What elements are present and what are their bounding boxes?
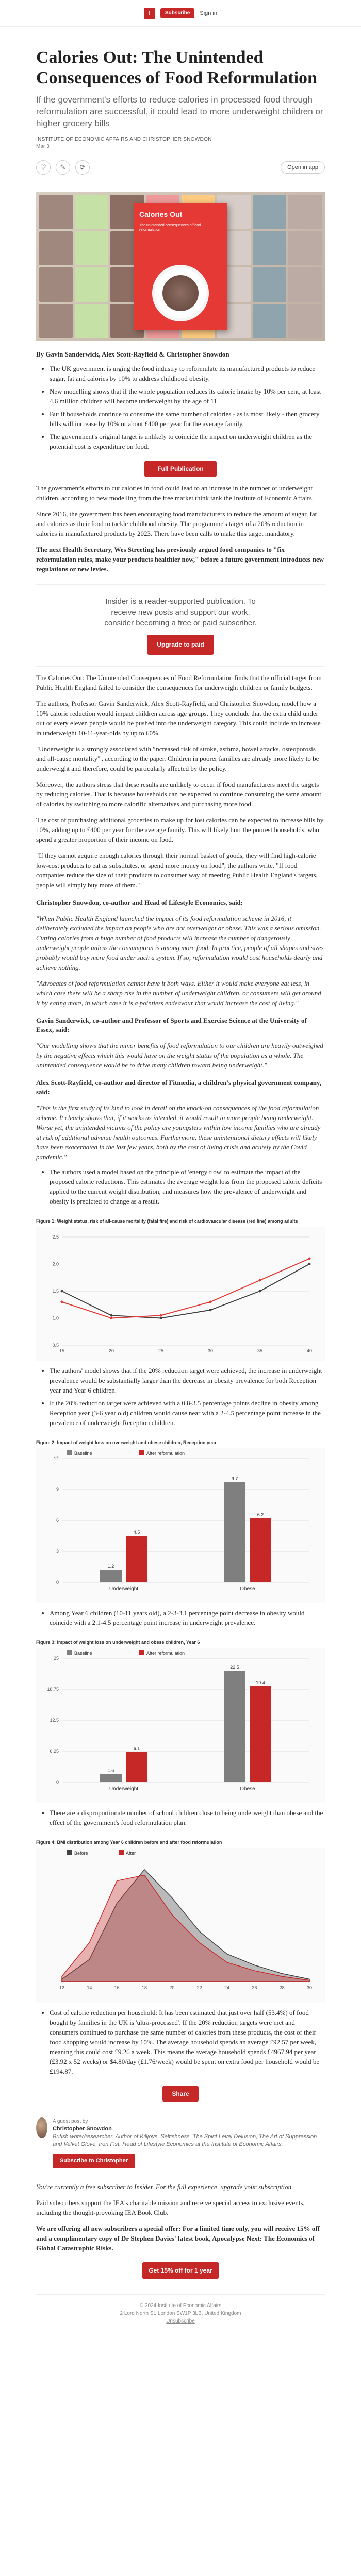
bar <box>100 1774 122 1782</box>
x-tick-label: 20 <box>169 1985 175 1990</box>
quote: "Our modelling shows that the minor benefits of food reformulation to our children are heavily outweighed by the negative effects which this would have on the weight status of the population as a whole. The unintended consequence would be to drive many children toward being underweight." <box>36 1042 323 1069</box>
x-tick-label: 12 <box>59 1985 65 1990</box>
data-point <box>110 1314 113 1317</box>
paragraph: Moreover, the authors stress that these results are unlikely to occur if food manufacturers meet the targets by reducing calories. That is because households can be expected to continue consuming the same amount of calories by switching to more calorific alternatives and purchasing more food. <box>36 781 321 808</box>
x-tick-label: Underweight <box>109 1786 139 1792</box>
bar <box>126 1536 147 1582</box>
data-point <box>308 1263 311 1265</box>
guest-label: A guest post by <box>52 2119 88 2124</box>
share-button[interactable]: Share <box>162 2086 199 2102</box>
sign-in-link[interactable]: Sign in <box>200 10 217 16</box>
data-point <box>61 1301 63 1303</box>
article-authors[interactable]: INSTITUTE OF ECONOMIC AFFAIRS AND CHRISTOPHER SNOWDON <box>36 137 212 142</box>
legend-swatch <box>139 1650 144 1655</box>
quote-attribution: Gavin Sanderwick, co-author and Professor of Sports and Exercise Science at the University of Essex, said: <box>36 1016 307 1033</box>
open-in-app-button[interactable]: Open in app <box>281 161 325 174</box>
bar <box>224 1482 245 1582</box>
copyright: © 2024 Institute of Economic Affairs <box>139 2303 222 2309</box>
key-point: • The UK government is urging the food industry to reformulate its manufactured products to reduce sugar, fat and calories by 10% to address childhood obesity. <box>50 364 325 383</box>
bar <box>126 1752 147 1782</box>
legend-label: After reformulation <box>146 1451 185 1456</box>
paragraph: We are offering all new subscribers a special offer: For a limited time only, you will receive 15% off and a complimentary copy of Dr Stephen Davies' latest book, Apocalypse Next: The Economics of Global Catastrophic Risks. <box>36 2225 320 2252</box>
data-point <box>160 1317 162 1319</box>
notes-list <box>36 1167 325 1206</box>
article-date: Mar 3 <box>36 144 50 149</box>
y-tick-label: 0 <box>56 1780 59 1785</box>
paragraph: The next Health Secretary, Wes Streeting has previously argued food companies to "fix reformulation rules, make your products healthier now," before a future government introduces new regulations or new levies. <box>36 546 324 573</box>
x-tick-label: Obese <box>240 1586 255 1592</box>
data-point <box>259 1290 261 1293</box>
y-tick-label: 2.5 <box>52 1234 59 1240</box>
data-label: 6.1 <box>133 1745 140 1751</box>
y-tick-label: 1.0 <box>52 1315 59 1321</box>
x-tick-label: Obese <box>240 1786 255 1792</box>
x-tick-label: 24 <box>224 1985 230 1990</box>
legend-swatch <box>67 1850 72 1855</box>
x-tick-label: 26 <box>252 1985 257 1990</box>
legend-swatch <box>67 1650 72 1655</box>
paragraph: "If they cannot acquire enough calories through their normal basket of goods, they will find high-calorie low-cost products to eat as substitutes, or spend more money on food", the authors write. "If food companies reduce the size of their products to consumer way of meeting Public Health England's targets, people will simply buy more of them." <box>36 852 318 889</box>
book-cover <box>134 203 227 330</box>
legend-label: After reformulation <box>146 1651 185 1656</box>
y-tick-label: 18.75 <box>47 1687 59 1692</box>
x-tick-label: 28 <box>279 1985 285 1990</box>
subscribe-author-button[interactable]: Subscribe to Christopher <box>53 2154 135 2168</box>
legend-swatch <box>67 1450 72 1455</box>
x-tick-label: 16 <box>114 1985 120 1990</box>
figure-3-title: Figure 3: Impact of weight loss on underweight and obese children, Year 6 <box>36 1640 200 1645</box>
data-label: 4.5 <box>133 1530 140 1535</box>
paragraph: Paid subscribers support the IEA's charitable mission and receive special access to exclusive events, including the thought-provoking IEA Book Club. <box>36 2199 305 2216</box>
heart-icon[interactable]: ♡ <box>36 160 51 175</box>
subscribe-box-text: Insider is a reader-supported publication. To receive new posts and support our work, consider becoming a free or paid subscriber. <box>104 597 257 628</box>
data-label: 22.5 <box>230 1665 239 1670</box>
x-tick-label: 25 <box>158 1348 164 1353</box>
paragraph: The cost of purchasing additional groceries to make up for lost calories can be expected to increase bills by 10%, adding up to £400 per year for the average family. This will likely hurt the poorest households, who spend a greater proportion of their income on food. <box>36 816 324 843</box>
x-tick-label: 20 <box>108 1348 114 1353</box>
subscribe-button[interactable]: Subscribe <box>160 8 194 18</box>
data-point <box>209 1309 212 1311</box>
figure-4-title: Figure 4: BMI distribution among Year 6 children before and after food reformulation <box>36 1840 222 1845</box>
note: • Cost of calorie reduction per household: It has been estimated that just over half (53.4%) of food bought by families in the UK is 'ultra-processed'. If the 20% reduction targets were met and consumers continued to purchase the same number of calories from these products, the cost of their food shopping would increase by 10%. The average household spends an average £92.57 per week, meaning this could cost £9.26 a week. This means the average household spends £4967.94 per year (£3.92 x 52 weeks) or $4.80/day (£1.76/week) would be spent on extra food per household would be £194.87. <box>50 2008 325 2076</box>
paragraph: The Calories Out: The Unintended Consequences of Food Reformulation finds that the official target from Public Health England failed to consider the consequences for underweight children or family budgets. <box>36 674 322 691</box>
data-point <box>61 1290 63 1293</box>
full-publication-button[interactable]: Full Publication <box>144 461 217 477</box>
quote: "This is the first study of its kind to look in detail on the knock-on consequences of the food reformulation scheme. It clearly shows that, if it works as intended, it would result in more people being underweight. Worse yet, the unintended victims of the policy are youngsters within low income families who are already at risk of additional adverse health outcomes. Furthermore, these unintentional dietary effects will likely have been exacerbated in the last few years, both by the cost of living crisis and acutely by the Covid pandemic." <box>36 1104 321 1161</box>
data-point <box>110 1317 113 1319</box>
address: 2 Lord North St, London SW1P 3LB, United Kingdom <box>120 2311 241 2316</box>
comment-icon[interactable]: ✎ <box>56 160 70 175</box>
y-tick-label: 1.5 <box>52 1289 59 1294</box>
quote-attribution: Christopher Snowdon, co-author and Head of Lifestyle Economics, said: <box>36 899 243 906</box>
notes-list <box>36 1366 325 1428</box>
legend-swatch <box>139 1450 144 1455</box>
legend-swatch <box>119 1850 124 1855</box>
figure-1 <box>36 1227 325 1361</box>
action-bar <box>36 156 325 179</box>
y-tick-label: 9 <box>56 1487 59 1492</box>
restack-icon[interactable]: ⟳ <box>75 160 90 175</box>
legend-label: Baseline <box>74 1651 92 1656</box>
note: • There are a disproportionate number of school children close to being underweight than obese and the effect of the government's food reformulation plan. <box>50 1808 325 1827</box>
bar <box>100 1570 122 1582</box>
quote-attribution: Alex Scott-Rayfield, co-author and director of Fitmedia, a children's physical government company, said: <box>36 1079 321 1096</box>
note: • Among Year 6 children (10-11 years old), a 2-3-3.1 percentage point decrease in obesity would coincide with a 2.1-4.5 percentage point increase in underweight prevalence. <box>50 1608 325 1628</box>
data-point <box>259 1279 261 1282</box>
key-points <box>36 364 325 451</box>
guest-bio: British writer/researcher. Author of Killjoys, Selfishness, The Spirit Level Delusion, The Art of Suppression and Velvet Glove, Iron Fist. Head of Lifestyle Economics at the Institute of Economic Affairs. <box>52 2133 317 2147</box>
note: • The authors' model shows that if the 20% reduction target were achieved, the increase in underweight prevalence would be substantially larger than the decrease in obesity prevalence for both Reception year and Year 6 children. <box>50 1366 325 1395</box>
y-tick-label: 6.25 <box>50 1749 59 1754</box>
key-point: • The government's original target is unlikely to coincide the impact on underweight children as the potential cost is expenditure on food. <box>50 432 325 451</box>
legend-label: Before <box>74 1851 88 1856</box>
chart-background <box>36 1227 325 1361</box>
figure-4-chart <box>36 1848 325 2003</box>
y-tick-label: 0.5 <box>52 1343 59 1348</box>
notes-list <box>36 1608 325 1628</box>
subscribe-box <box>36 584 325 667</box>
article-title: Calories Out: The Unintended Consequences of Food Reformulation <box>36 48 317 88</box>
paragraph: "Underweight is a strongly associated with 'increased risk of stroke, asthma, bowel attacks, osteoporosis and all-cause mortality'", according to the paper. Children in poorer families are already more likely to be underweight and therefore, could be particularly affected by the policy. <box>36 745 319 772</box>
note: • The authors used a model based on the principle of 'energy flow' to estimate the impact of the proposed calorie reductions. This estimates the average weight loss from the proposed calorie deficits applied to the current weight distribution, and measures how the prevalence of underweight and obesity is predicted to change as a result. <box>50 1167 325 1206</box>
bar <box>250 1518 271 1582</box>
byline: By Gavin Sanderwick, Alex Scott-Rayfield & Christopher Snowdon <box>36 350 229 358</box>
data-label: 9.7 <box>231 1476 238 1481</box>
data-label: 1.6 <box>107 1768 114 1773</box>
data-label: 1.2 <box>107 1564 114 1569</box>
x-tick-label: 30 <box>207 1348 214 1353</box>
y-tick-label: 2.0 <box>52 1261 59 1267</box>
x-tick-label: 15 <box>59 1348 65 1353</box>
key-point: • But if households continue to consume the same number of calories - as is most likely - then grocery bills will increase by 10% or about £400 per year for the average family. <box>50 409 325 429</box>
x-tick-label: 30 <box>306 1985 313 1990</box>
paragraph: You're currently a free subscriber to Insider. For the full experience, upgrade your subscription. <box>36 2183 293 2191</box>
x-tick-label: 40 <box>306 1348 313 1353</box>
publication-logo[interactable]: I <box>144 8 155 19</box>
guest-name[interactable]: Christopher Snowdon <box>52 2126 112 2132</box>
top-bar <box>0 0 361 27</box>
figure-4 <box>36 1848 325 2003</box>
chart-background <box>36 1448 325 1603</box>
paragraph: The government's efforts to cut calories in food could lead to an increase in the number of underweight children, according to new modelling from the free market think tank the Institute of Economic Affairs. <box>36 484 314 502</box>
paragraph: Since 2016, the government has been encouraging food manufacturers to reduce the amount of sugar, fat and calories as their food to tackle childhood obesity. The programme's target of a 20% reduction in calories in manufactured products by 2023. There have been calls to make this target mandatory. <box>36 510 317 537</box>
x-tick-label: 18 <box>141 1985 147 1990</box>
chart-background <box>36 1648 325 1803</box>
x-tick-label: 14 <box>87 1985 92 1990</box>
unsubscribe-link[interactable]: Unsubscribe <box>166 2318 195 2324</box>
figure-2 <box>36 1448 325 1603</box>
quote: "When Public Health England launched the impact of its food reformulation scheme in 2016, it deliberately excluded the impact on people who are not overweight or obese. This was a serious omission. Cutting calories from a huge number of food products will increase the number of dangerously underweight people unless the consumption is among more food. In practice, people of all shapes and sizes probably would buy more food under such a system. If so, reformulation would cost households dearly and achieve nothing. <box>36 914 324 971</box>
figure-3 <box>36 1648 325 1803</box>
figure-2-chart <box>36 1448 325 1603</box>
data-label: 19.4 <box>256 1680 265 1685</box>
avatar[interactable] <box>36 2117 47 2138</box>
quote: "Advocates of food reformulation cannot have it both ways. Either it would make everyone eat less, in which case there will be a sharp rise in the number of underweight children, or consumers will get around it by eating more, in which case it is a pointless endeavour that would increase the cost of living." <box>36 979 321 1007</box>
x-tick-label: 35 <box>257 1348 263 1353</box>
x-tick-label: Underweight <box>109 1586 139 1592</box>
y-tick-label: 12 <box>53 1456 59 1461</box>
paragraph: The authors, Professor Gavin Sanderwick, Alex Scott-Rayfield, and Christopher Snowdon, model how a 10% calorie reduction would impact children across age groups. They conclude that the extra child under out of every eleven people would be pushed into the underweight category. This could include an increase in underweight 10-11-year-olds by up to 60%. <box>36 700 321 737</box>
book-subtitle: The unintended consequences of food reformulation <box>139 224 201 232</box>
data-point <box>308 1258 311 1260</box>
bar <box>250 1686 271 1782</box>
figure-3-chart <box>36 1648 325 1803</box>
figure-2-title: Figure 2: Impact of weight loss on overweight and obese children, Reception year <box>36 1440 217 1445</box>
y-tick-label: 0 <box>56 1580 59 1585</box>
figure-1-chart <box>36 1227 325 1361</box>
figure-1-title: Figure 1: Weight status, risk of all-cause mortality (fatal fire) and risk of cardiovascular disease (red line) among adults <box>36 1218 298 1224</box>
offer-button[interactable]: Get 15% off for 1 year <box>142 2262 219 2279</box>
data-point <box>160 1314 162 1317</box>
notes-list <box>36 1808 325 1827</box>
y-tick-label: 25 <box>53 1656 59 1661</box>
upgrade-button[interactable]: Upgrade to paid <box>147 635 214 655</box>
x-tick-label: 22 <box>196 1985 202 1990</box>
bar <box>224 1671 245 1782</box>
data-label: 6.2 <box>257 1512 264 1517</box>
y-tick-label: 12.5 <box>50 1718 59 1723</box>
notes-list <box>36 2008 325 2076</box>
data-point <box>209 1301 212 1303</box>
hero-image <box>36 192 325 341</box>
footer <box>36 2294 325 2325</box>
note: • If the 20% reduction target were achieved with a 0.8-3.5 percentage points decline in obesity among Reception year (3-6 year old) children would cause near with a 2-4.5 percentage point increase in the prevalence of underweight Reception children. <box>50 1398 325 1428</box>
y-tick-label: 6 <box>56 1518 59 1523</box>
book-title: Calories Out <box>139 210 183 218</box>
guest-author <box>36 2117 325 2168</box>
y-tick-label: 3 <box>56 1549 59 1554</box>
legend-label: Baseline <box>74 1451 92 1456</box>
article-subtitle: If the government's efforts to reduce calories in processed food through reformulation are successful, it could lead to more underweight children or higher grocery bills <box>36 95 323 128</box>
legend-label: After <box>126 1851 136 1856</box>
key-point: • New modelling shows that if the whole population reduces its calorie intake by 10% per cent, at least 4.6 million children will become underweight by the age of 11. <box>50 386 325 406</box>
